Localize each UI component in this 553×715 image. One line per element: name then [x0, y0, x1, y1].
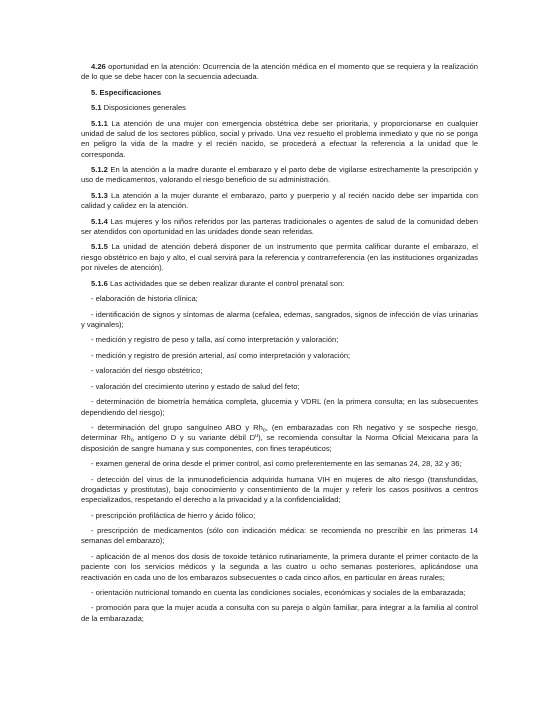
paragraph-5-1-3: [81, 191, 478, 212]
list-item: - detección del virus de la inmunodeficiencia adquirida humana VIH en mujeres de alto riesgo (transfundidas, drogadictas y prostitutas), bajo conocimiento y consentimiento de la mujer y referir los casos positivos a centros especializados, respetando el derecho a la privacidad y a la confidencialidad;: [81, 474, 478, 505]
rh-subscript-1: o: [262, 427, 266, 434]
rh-text-3: antígeno D y su variante débil D: [133, 433, 256, 443]
paragraph-number: 5.1.4: [91, 216, 108, 226]
paragraph-text: En la atención a la madre durante el embarazo y el parto debe de vigilarse estrechamente la prescripción y uso de medicamentos, valorando el riesgo beneficio de su administración.: [81, 165, 478, 185]
paragraph-5-1-5: [81, 242, 478, 273]
list-item: - medición y registro de presión arterial, así como interpretación y valoración;: [91, 350, 351, 360]
list-item: - valoración del crecimiento uterino y estado de salud del feto;: [91, 381, 300, 391]
paragraph-4-26: [81, 62, 478, 83]
paragraph-text: Las mujeres y los niños referidos por las parteras tradicionales o agentes de salud de la comunidad deben ser atendidos con oportunidad en las unidades donde sean referidas.: [81, 216, 478, 236]
paragraph-number: 5.1.1: [91, 118, 108, 128]
subsection-heading-5-1: [81, 103, 478, 113]
list-item: - prescripción profiláctica de hierro y ácido fólico;: [91, 510, 256, 520]
document-page: [81, 62, 478, 629]
list-item: - valoración del riesgo obstétrico;: [91, 366, 203, 376]
list-item: - examen general de orina desde el primer control, así como preferentemente en las semanas 24, 28, 32 y 36;: [91, 459, 462, 469]
list-item: - promoción para que la mujer acuda a consulta con su pareja o algún familiar, para integrar a la familia al control de la embarazada;: [81, 603, 478, 623]
list-item: - orientación nutricional tomando en cuenta las condiciones sociales, económicas y sociales de la embarazada;: [91, 588, 466, 597]
paragraph-text: La atención a la mujer durante el embarazo, parto y puerperio y al recién nacido debe ser impartida con calidad y calidez en la atención.: [81, 190, 478, 211]
paragraph-text: La atención de una mujer con emergencia obstétrica debe ser prioritaria, y proporcionarse en cualquier unidad de salud de los sectores público, social y privado. Una vez resuelto el problema inmediato y que no se ponga en peligro la vida de la madre y el recién nacido, se procederá a efectuar la referencia a la unidad que le corresponda.: [81, 118, 478, 159]
paragraph-number: 5.1: [91, 103, 102, 113]
rh-subscript-2: o: [130, 437, 134, 444]
rh-superscript: u: [255, 433, 259, 440]
paragraph-number: 5.1.2: [91, 165, 108, 175]
paragraph-text: Disposiciones generales: [101, 103, 186, 113]
section-title: 5. Especificaciones: [91, 87, 162, 97]
rh-text-4: ), se recomienda consultar la Norma Oficial Mexicana para la disposición de sangre humana y sus componentes, con fines terapéuticos;: [81, 433, 478, 453]
paragraph-5-1-1: [81, 119, 478, 160]
list-item: - determinación de biometría hemática completa, glucemia y VDRL (en la primera consulta; en las subsecuentes dependiendo del riesgo);: [81, 397, 478, 417]
list-item: - medición y registro de peso y talla, así como interpretación y valoración;: [91, 335, 339, 345]
paragraph-number: 5.1.6: [91, 278, 108, 288]
paragraph-5-1-6: [81, 279, 478, 289]
rh-text-2: , (en embarazadas con Rh negativo y se sospeche riesgo, determinar Rh: [81, 423, 478, 443]
paragraph-number: 4.26: [91, 62, 106, 71]
paragraph-number: 5.1.3: [91, 190, 108, 200]
paragraph-5-1-4: [81, 217, 478, 238]
rh-text-1: - determinación del grupo sanguíneo ABO y Rh: [91, 423, 263, 433]
paragraph-text: La unidad de atención deberá disponer de un instrumento que permita calificar durante el embarazo, el riesgo obstétrico en bajo y alto, el cual servirá para la referencia y contrarreferencia (en las instituciones organizadas por niveles de atención).: [81, 242, 478, 273]
list-item: - aplicación de al menos dos dosis de toxoide tetánico rutinariamente, la primera durante el primer contacto de la paciente con los servicios médicos y la segunda a las cuatro u ocho semanas posteriores, aplicándose una reactivación en cada uno de los embarazos subsecuentes o cada cinco años, en particular en áreas rurales;: [81, 551, 478, 582]
paragraph-text: oportunidad en la atención: Ocurrencia de la atención médica en el momento que se requiera y la realización de lo que se debe hacer con la secuencia adecuada.: [81, 62, 478, 82]
list-item: - prescripción de medicamentos (sólo con indicación médica: se recomienda no prescribir en las primeras 14 semanas del embarazo);: [81, 526, 478, 546]
list-item: - elaboración de historia clínica;: [91, 294, 198, 304]
list-item: - identificación de signos y síntomas de alarma (cefalea, edemas, sangrados, signos de infección de vías urinarias y vaginales);: [81, 309, 478, 329]
list-item-rh-group: [81, 423, 478, 454]
section-heading-5: [81, 88, 478, 98]
paragraph-number: 5.1.5: [91, 242, 108, 252]
paragraph-5-1-2: [81, 165, 478, 186]
paragraph-text: Las actividades que se deben realizar durante el control prenatal son:: [107, 278, 345, 288]
